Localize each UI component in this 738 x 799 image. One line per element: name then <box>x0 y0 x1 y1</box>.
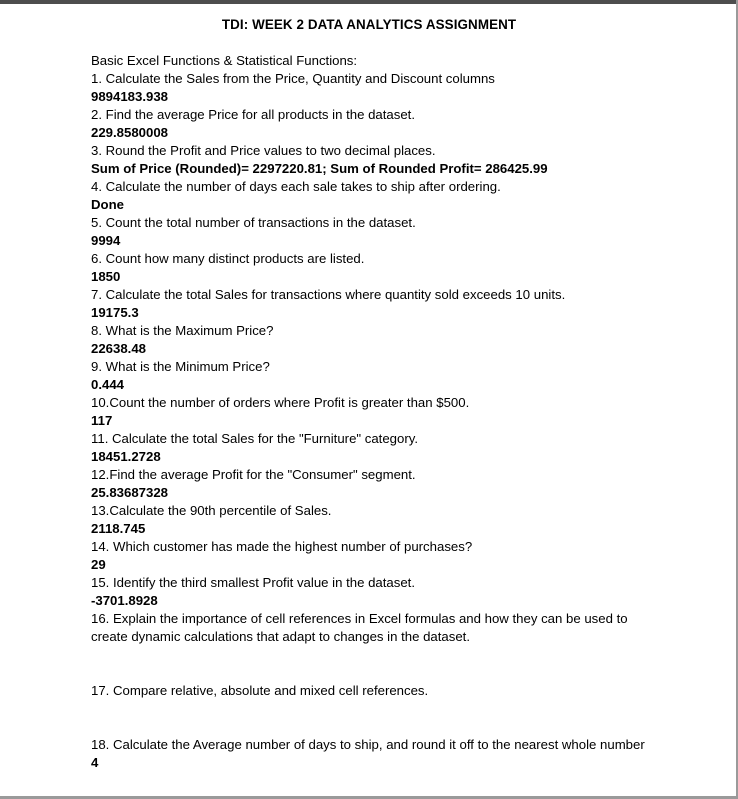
question-5: 5. Count the total number of transactions in the dataset. <box>91 215 416 230</box>
question-7: 7. Calculate the total Sales for transactions where quantity sold exceeds 10 units. <box>91 287 566 302</box>
document-body <box>91 52 651 772</box>
question-17: 17. Compare relative, absolute and mixed cell references. <box>91 683 429 698</box>
question-14: 14. Which customer has made the highest number of purchases? <box>91 539 473 554</box>
answer-4: Done <box>91 197 124 212</box>
question-16: 16. Explain the importance of cell references in Excel formulas and how they can be used to create dynamic calculations that adapt to changes in the dataset. <box>91 611 628 644</box>
blank-line <box>91 664 651 682</box>
answer-6: 1850 <box>91 269 121 284</box>
answer-11: 18451.2728 <box>91 449 161 464</box>
question-6: 6. Count how many distinct products are listed. <box>91 251 365 266</box>
answer-18: 4 <box>91 755 99 770</box>
document-title: TDI: WEEK 2 DATA ANALYTICS ASSIGNMENT <box>221 17 517 32</box>
answer-3: Sum of Price (Rounded)= 2297220.81; Sum of Rounded Profit= 286425.99 <box>91 161 548 176</box>
answer-13: 2118.745 <box>91 521 146 536</box>
answer-14: 29 <box>91 557 106 572</box>
question-18: 18. Calculate the Average number of days to ship, and round it off to the nearest whole number <box>91 737 645 752</box>
blank-line <box>91 700 651 718</box>
page-top-border <box>0 0 738 4</box>
answer-8: 22638.48 <box>91 341 147 356</box>
blank-line <box>91 718 651 736</box>
answer-12: 25.83687328 <box>91 485 169 500</box>
question-13: 13.Calculate the 90th percentile of Sales. <box>91 503 332 518</box>
blank-line <box>91 646 651 664</box>
question-15: 15. Identify the third smallest Profit value in the dataset. <box>91 575 416 590</box>
answer-7: 19175.3 <box>91 305 139 320</box>
answer-9: 0.444 <box>91 377 125 392</box>
question-4: 4. Calculate the number of days each sale takes to ship after ordering. <box>91 179 501 194</box>
section-heading: Basic Excel Functions & Statistical Functions: <box>91 53 358 68</box>
question-10: 10.Count the number of orders where Profit is greater than $500. <box>91 395 470 410</box>
answer-1: 9894183.938 <box>91 89 169 104</box>
question-1: 1. Calculate the Sales from the Price, Quantity and Discount columns <box>91 71 495 86</box>
question-9: 9. What is the Minimum Price? <box>91 359 270 374</box>
question-3: 3. Round the Profit and Price values to two decimal places. <box>91 143 436 158</box>
answer-10: 117 <box>91 413 113 428</box>
answer-5: 9994 <box>91 233 121 248</box>
question-8: 8. What is the Maximum Price? <box>91 323 274 338</box>
answer-15: -3701.8928 <box>91 593 158 608</box>
question-11: 11. Calculate the total Sales for the "Furniture" category. <box>91 431 419 446</box>
question-2: 2. Find the average Price for all products in the dataset. <box>91 107 416 122</box>
answer-2: 229.8580008 <box>91 125 169 140</box>
question-12: 12.Find the average Profit for the "Consumer" segment. <box>91 467 416 482</box>
